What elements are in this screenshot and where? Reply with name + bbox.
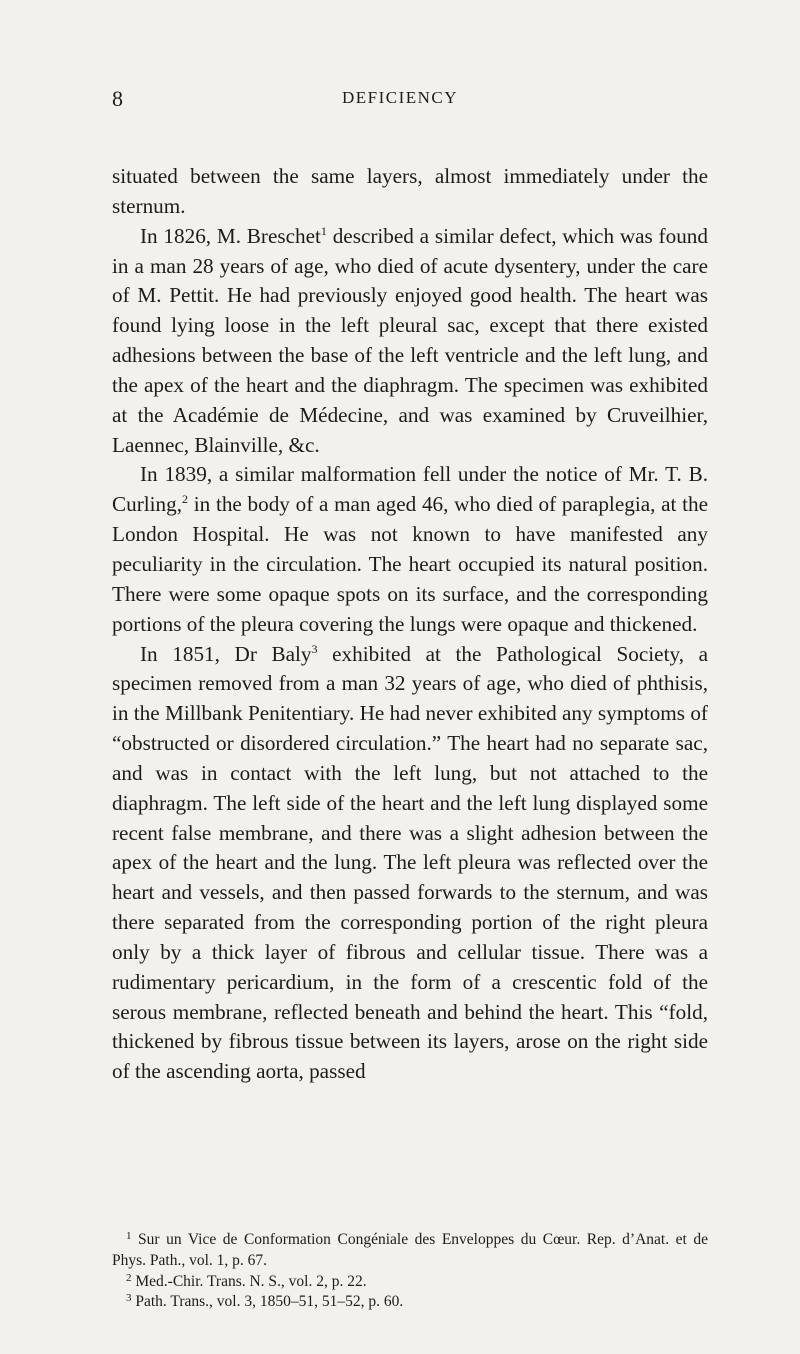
footnote-text: Med.-Chir. Trans. N. S., vol. 2, p. 22. (131, 1272, 367, 1290)
footnote-reference: 2 (182, 492, 189, 507)
paragraph (112, 640, 708, 1088)
body-text (112, 162, 708, 1087)
footnote-text: Path. Trans., vol. 3, 1850–51, 51–52, p. 60. (131, 1293, 404, 1311)
footnote (112, 1292, 708, 1313)
footnote-text: Sur un Vice de Conformation Congéniale des Enveloppes du Cœur. Rep. d’Anat. et de Phys. Path., vol. 1, p. 67. (112, 1231, 708, 1269)
paragraph (112, 222, 708, 461)
text-run: in the body of a man aged 46, who died of paraplegia, at the London Hospital. He was not known to have manifested any peculiarity in the circulation. The heart occupied its natural position. There were some opaque spots on its surface, and the corresponding portions of the pleura covering the lungs were opaque and thickened. (112, 492, 708, 636)
footnote-mark: 2 (126, 1271, 132, 1284)
footnotes (112, 1230, 708, 1313)
footnote-reference: 3 (311, 641, 318, 656)
footnote (112, 1272, 708, 1293)
page-number: 8 (112, 86, 124, 111)
text-run: In 1826, M. Breschet (140, 223, 321, 248)
running-head-title: DEFICIENCY (341, 88, 459, 107)
footnote (112, 1230, 708, 1272)
text-run: described a similar defect, which was found in a man 28 years of age, who died of acute dysentery, under the care of M. Pettit. He had previously enjoyed good health. The heart was found lying loose in the left pleural sac, except that there existed adhesions between the base of the left ventricle and the left lung, and the apex of the heart and the diaphragm. The specimen was exhibited at the Académie de Médecine, and was examined by Cruveilhier, Laennec, Blainville, &c. (112, 223, 708, 457)
running-head (0, 86, 800, 116)
footnote-mark: 1 (126, 1230, 132, 1242)
footnote-reference: 1 (320, 223, 327, 238)
paragraph (112, 162, 708, 222)
text-run: situated between the same layers, almost immediately under the sternum. (112, 164, 708, 218)
footnote-mark: 3 (126, 1292, 132, 1305)
text-run: exhibited at the Pathological Society, a specimen removed from a man 32 years of age, who died of phthisis, in the Millbank Penitentiary. He had never exhibited any symptoms of “obstructed or disordered circulation.” The heart had no separate sac, and was in contact with the left lung, but not attached to the diaphragm. The left side of the heart and the left lung displayed some recent false membrane, and there was a slight adhesion between the apex of the heart and the lung. The left pleura was reflected over the heart and vessels, and then passed forwards to the sternum, and was there separated from the corresponding portion of the right pleura only by a thick layer of fibrous and cellular tissue. There was a rudimentary pericardium, in the form of a crescentic fold of the serous membrane, reflected beneath and behind the heart. This “fold, thickened by fibrous tissue between its layers, arose on the right side of the ascending aorta, passed (112, 641, 708, 1084)
paragraph (112, 460, 708, 639)
text-run: In 1851, Dr Baly (140, 641, 312, 666)
text-run: In 1839, a similar malformation fell under the notice of Mr. T. B. Curling, (112, 462, 708, 517)
